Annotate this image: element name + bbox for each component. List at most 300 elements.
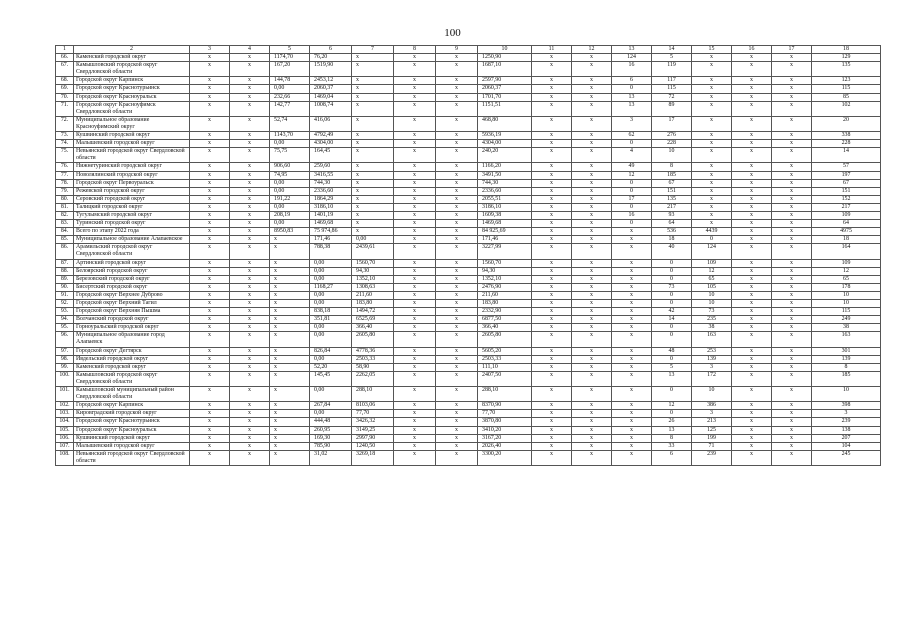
- table-cell: x: [732, 220, 772, 228]
- table-cell: x: [572, 140, 612, 148]
- table-cell: 3186,10: [310, 203, 352, 211]
- row-number-cell: 83.: [56, 220, 74, 228]
- table-cell: x: [732, 387, 772, 402]
- table-cell: x: [436, 434, 478, 442]
- row-number-cell: 90.: [56, 283, 74, 291]
- table-cell: x: [612, 355, 652, 363]
- municipality-name-cell: Камышловский городской округ Свердловской области: [74, 371, 190, 386]
- table-cell: x: [352, 220, 394, 228]
- municipality-name-cell: Новолялинский городской округ: [74, 171, 190, 179]
- table-cell: 1168,27: [310, 283, 352, 291]
- table-cell: 52,20: [310, 363, 352, 371]
- table-cell: 0,00: [310, 355, 352, 363]
- table-row: [56, 203, 881, 211]
- table-cell: 185: [652, 171, 692, 179]
- table-cell: 1609,38: [478, 211, 532, 219]
- table-cell: x: [394, 244, 436, 259]
- table-row: [56, 77, 881, 85]
- table-cell: x: [532, 363, 572, 371]
- municipality-name-cell: Артинский городской округ: [74, 259, 190, 267]
- table-cell: 213: [692, 418, 732, 426]
- table-cell: x: [572, 426, 612, 434]
- table-cell: x: [732, 402, 772, 410]
- table-cell: x: [612, 332, 652, 347]
- table-cell: x: [230, 62, 270, 77]
- table-cell: x: [572, 387, 612, 402]
- table-row: [56, 62, 881, 77]
- table-cell: x: [732, 195, 772, 203]
- table-cell: 3416,55: [310, 171, 352, 179]
- table-cell: 2055,51: [478, 195, 532, 203]
- municipality-name-cell: Муниципальное образование Алапаевское: [74, 236, 190, 244]
- table-cell: x: [270, 275, 310, 283]
- table-cell: 744,30: [310, 179, 352, 187]
- table-row: [56, 434, 881, 442]
- table-cell: 4: [612, 148, 652, 163]
- table-cell: 138: [812, 426, 881, 434]
- table-cell: x: [612, 434, 652, 442]
- table-cell: x: [772, 347, 812, 355]
- table-cell: x: [436, 442, 478, 450]
- table-cell: x: [436, 244, 478, 259]
- table-cell: x: [572, 275, 612, 283]
- table-cell: x: [436, 387, 478, 402]
- table-cell: x: [436, 116, 478, 131]
- table-cell: x: [772, 450, 812, 465]
- table-cell: x: [532, 101, 572, 116]
- table-cell: 57: [812, 163, 881, 171]
- table-cell: x: [772, 101, 812, 116]
- table-cell: x: [436, 410, 478, 418]
- table-cell: 3: [692, 410, 732, 418]
- table-cell: x: [394, 116, 436, 131]
- table-cell: 139: [692, 355, 732, 363]
- table-cell: x: [270, 434, 310, 442]
- table-cell: 124: [692, 244, 732, 259]
- table-cell: 0,00: [352, 236, 394, 244]
- table-row: [56, 101, 881, 116]
- municipality-name-cell: Камышловский муниципальный район Свердловской области: [74, 387, 190, 402]
- table-cell: x: [190, 163, 230, 171]
- table-cell: 267,84: [310, 402, 352, 410]
- table-cell: x: [352, 179, 394, 187]
- table-cell: 64: [812, 220, 881, 228]
- table-cell: 171,46: [478, 236, 532, 244]
- table-row: [56, 316, 881, 324]
- table-row: [56, 171, 881, 179]
- table-cell: x: [230, 283, 270, 291]
- table-cell: x: [732, 418, 772, 426]
- table-cell: 3410,20: [478, 426, 532, 434]
- table-cell: x: [532, 316, 572, 324]
- table-cell: 3269,18: [352, 450, 394, 465]
- table-cell: 10: [692, 291, 732, 299]
- table-cell: x: [230, 291, 270, 299]
- table-cell: x: [190, 140, 230, 148]
- row-number-cell: 96.: [56, 332, 74, 347]
- table-cell: x: [732, 316, 772, 324]
- table-cell: 2060,37: [310, 85, 352, 93]
- table-cell: 0: [652, 267, 692, 275]
- table-cell: 1864,29: [310, 195, 352, 203]
- row-number-cell: 68.: [56, 77, 74, 85]
- table-cell: 3186,10: [478, 203, 532, 211]
- table-cell: x: [572, 85, 612, 93]
- table-cell: 366,40: [478, 324, 532, 332]
- table-cell: x: [732, 132, 772, 140]
- table-cell: x: [436, 132, 478, 140]
- table-cell: 67: [652, 179, 692, 187]
- table-cell: x: [190, 316, 230, 324]
- table-cell: x: [436, 101, 478, 116]
- table-cell: x: [572, 148, 612, 163]
- table-cell: x: [230, 85, 270, 93]
- column-number-header: 12: [572, 46, 612, 54]
- table-cell: 1174,70: [270, 54, 310, 62]
- municipality-name-cell: Горноуральский городской округ: [74, 324, 190, 332]
- table-cell: 14: [812, 148, 881, 163]
- table-cell: 4439: [692, 228, 732, 236]
- table-cell: x: [732, 179, 772, 187]
- table-cell: x: [532, 179, 572, 187]
- table-cell: x: [270, 402, 310, 410]
- table-cell: x: [732, 85, 772, 93]
- table-cell: x: [532, 355, 572, 363]
- table-cell: x: [190, 259, 230, 267]
- table-cell: 0: [652, 332, 692, 347]
- table-cell: 18: [652, 236, 692, 244]
- table-cell: 240,20: [478, 148, 532, 163]
- table-cell: 2439,61: [352, 244, 394, 259]
- table-cell: 536: [652, 228, 692, 236]
- table-cell: 0: [652, 324, 692, 332]
- table-cell: x: [190, 308, 230, 316]
- table-cell: x: [230, 77, 270, 85]
- table-cell: x: [692, 93, 732, 101]
- table-cell: x: [394, 410, 436, 418]
- table-cell: x: [732, 332, 772, 347]
- table-cell: 826,84: [310, 347, 352, 355]
- table-cell: x: [270, 371, 310, 386]
- table-cell: x: [230, 163, 270, 171]
- table-cell: 14: [652, 316, 692, 324]
- table-cell: x: [436, 85, 478, 93]
- table-cell: x: [436, 77, 478, 85]
- table-cell: x: [732, 300, 772, 308]
- table-cell: 4975: [812, 228, 881, 236]
- table-cell: x: [230, 402, 270, 410]
- table-cell: x: [612, 316, 652, 324]
- table-cell: x: [270, 418, 310, 426]
- table-cell: x: [732, 163, 772, 171]
- table-cell: x: [732, 324, 772, 332]
- table-cell: x: [572, 93, 612, 101]
- table-cell: 75 974,86: [310, 228, 352, 236]
- row-number-cell: 73.: [56, 132, 74, 140]
- table-cell: 109: [692, 259, 732, 267]
- table-cell: x: [732, 236, 772, 244]
- table-cell: 12: [652, 402, 692, 410]
- municipality-name-cell: Городской округ Карпинск: [74, 402, 190, 410]
- table-cell: x: [572, 355, 612, 363]
- municipality-name-cell: Городской округ Дегтярск: [74, 347, 190, 355]
- municipality-name-cell: Каменский городской округ: [74, 363, 190, 371]
- table-cell: x: [394, 291, 436, 299]
- table-cell: x: [612, 236, 652, 244]
- table-cell: x: [230, 434, 270, 442]
- table-header-row: [56, 46, 881, 54]
- column-number-header: 1: [56, 46, 74, 54]
- table-cell: x: [190, 77, 230, 85]
- row-number-cell: 66.: [56, 54, 74, 62]
- table-cell: 260,95: [310, 426, 352, 434]
- municipality-name-cell: Талицкий городской округ: [74, 203, 190, 211]
- table-cell: x: [230, 203, 270, 211]
- table-cell: x: [270, 347, 310, 355]
- table-cell: x: [772, 426, 812, 434]
- table-row: [56, 442, 881, 450]
- table-cell: x: [772, 171, 812, 179]
- table-cell: 3: [812, 410, 881, 418]
- table-cell: x: [270, 332, 310, 347]
- data-table-container: [55, 45, 880, 466]
- table-cell: 217: [652, 203, 692, 211]
- table-cell: x: [230, 140, 270, 148]
- table-cell: x: [572, 116, 612, 131]
- table-cell: x: [230, 54, 270, 62]
- table-row: [56, 426, 881, 434]
- table-cell: x: [612, 363, 652, 371]
- table-cell: x: [532, 308, 572, 316]
- table-cell: x: [394, 275, 436, 283]
- table-cell: x: [436, 211, 478, 219]
- table-cell: x: [190, 62, 230, 77]
- table-cell: x: [732, 203, 772, 211]
- table-cell: x: [270, 300, 310, 308]
- table-cell: x: [230, 300, 270, 308]
- table-cell: x: [732, 355, 772, 363]
- table-cell: x: [436, 402, 478, 410]
- table-row: [56, 283, 881, 291]
- column-number-header: 5: [270, 46, 310, 54]
- table-cell: 6: [652, 450, 692, 465]
- table-cell: 228: [812, 140, 881, 148]
- table-cell: x: [352, 203, 394, 211]
- table-cell: x: [436, 236, 478, 244]
- table-cell: x: [612, 387, 652, 402]
- table-cell: 2605,80: [478, 332, 532, 347]
- table-row: [56, 220, 881, 228]
- table-cell: x: [532, 62, 572, 77]
- table-cell: x: [230, 347, 270, 355]
- table-cell: 3: [612, 116, 652, 131]
- table-cell: 2262,05: [352, 371, 394, 386]
- table-cell: x: [572, 324, 612, 332]
- table-cell: x: [572, 363, 612, 371]
- table-cell: x: [612, 275, 652, 283]
- table-cell: 16: [612, 211, 652, 219]
- row-number-cell: 84.: [56, 228, 74, 236]
- table-cell: 74,95: [270, 171, 310, 179]
- table-cell: 13: [652, 426, 692, 434]
- table-cell: x: [190, 85, 230, 93]
- table-cell: 0,00: [270, 203, 310, 211]
- table-cell: 40: [652, 244, 692, 259]
- municipality-name-cell: Ивдельский городской округ: [74, 355, 190, 363]
- table-cell: x: [572, 371, 612, 386]
- table-cell: 239: [692, 450, 732, 465]
- table-cell: x: [572, 332, 612, 347]
- table-cell: 17: [612, 195, 652, 203]
- table-cell: x: [772, 77, 812, 85]
- table-cell: 5936,19: [478, 132, 532, 140]
- row-number-cell: 92.: [56, 300, 74, 308]
- municipality-name-cell: Тугулымский городской округ: [74, 211, 190, 219]
- table-cell: x: [270, 308, 310, 316]
- table-cell: 0,00: [310, 332, 352, 347]
- table-cell: 0: [652, 291, 692, 299]
- table-cell: 167,20: [270, 62, 310, 77]
- table-cell: x: [190, 283, 230, 291]
- table-cell: x: [772, 283, 812, 291]
- table-cell: x: [772, 387, 812, 402]
- table-cell: x: [572, 300, 612, 308]
- table-row: [56, 355, 881, 363]
- table-cell: x: [572, 132, 612, 140]
- table-cell: 1687,10: [478, 62, 532, 77]
- table-cell: 338: [812, 132, 881, 140]
- table-cell: x: [732, 426, 772, 434]
- table-cell: x: [772, 244, 812, 259]
- table-cell: 2597,90: [478, 77, 532, 85]
- column-number-header: 17: [772, 46, 812, 54]
- table-cell: 288,10: [352, 387, 394, 402]
- table-cell: x: [190, 187, 230, 195]
- table-cell: x: [230, 220, 270, 228]
- table-cell: 10: [692, 387, 732, 402]
- table-cell: x: [532, 244, 572, 259]
- row-number-cell: 79.: [56, 187, 74, 195]
- table-cell: 2503,33: [478, 355, 532, 363]
- table-cell: x: [436, 291, 478, 299]
- table-cell: 0,00: [270, 140, 310, 148]
- table-cell: x: [692, 140, 732, 148]
- table-cell: 145,45: [310, 371, 352, 386]
- table-cell: 1008,74: [310, 101, 352, 116]
- table-cell: x: [230, 132, 270, 140]
- table-cell: x: [436, 363, 478, 371]
- table-cell: 10: [812, 291, 881, 299]
- table-cell: x: [436, 195, 478, 203]
- table-cell: x: [394, 195, 436, 203]
- row-number-cell: 81.: [56, 203, 74, 211]
- table-cell: x: [772, 363, 812, 371]
- table-cell: x: [230, 148, 270, 163]
- table-cell: 2060,37: [478, 85, 532, 93]
- table-cell: 12: [692, 267, 732, 275]
- table-cell: 164,45: [310, 148, 352, 163]
- table-cell: 0,00: [270, 187, 310, 195]
- row-number-cell: 86.: [56, 244, 74, 259]
- table-cell: x: [732, 410, 772, 418]
- table-cell: 0: [612, 85, 652, 93]
- table-cell: x: [532, 93, 572, 101]
- table-cell: x: [572, 434, 612, 442]
- table-cell: x: [612, 228, 652, 236]
- table-cell: x: [772, 148, 812, 163]
- table-cell: 163: [692, 332, 732, 347]
- table-cell: x: [692, 116, 732, 131]
- table-cell: x: [732, 442, 772, 450]
- table-cell: 0,00: [310, 410, 352, 418]
- table-cell: x: [436, 283, 478, 291]
- municipality-name-cell: Городской округ Верхнее Дуброво: [74, 291, 190, 299]
- table-cell: x: [190, 267, 230, 275]
- row-number-cell: 91.: [56, 291, 74, 299]
- table-cell: x: [352, 93, 394, 101]
- table-cell: x: [230, 426, 270, 434]
- table-cell: 65: [812, 275, 881, 283]
- table-cell: x: [436, 426, 478, 434]
- table-cell: 207: [812, 434, 881, 442]
- table-cell: x: [532, 116, 572, 131]
- table-cell: 172: [692, 371, 732, 386]
- row-number-cell: 106.: [56, 434, 74, 442]
- table-row: [56, 363, 881, 371]
- table-cell: x: [692, 195, 732, 203]
- table-cell: x: [190, 426, 230, 434]
- table-cell: 211,60: [478, 291, 532, 299]
- table-cell: x: [394, 434, 436, 442]
- table-cell: x: [230, 332, 270, 347]
- table-cell: x: [572, 308, 612, 316]
- table-cell: x: [532, 300, 572, 308]
- table-cell: x: [352, 228, 394, 236]
- table-cell: 2332,90: [478, 308, 532, 316]
- table-cell: x: [572, 203, 612, 211]
- column-number-header: 13: [612, 46, 652, 54]
- table-cell: x: [230, 450, 270, 465]
- table-cell: x: [772, 187, 812, 195]
- table-cell: 838,18: [310, 308, 352, 316]
- table-cell: x: [772, 62, 812, 77]
- table-cell: x: [572, 211, 612, 219]
- table-cell: 0: [652, 387, 692, 402]
- table-cell: 0,00: [310, 259, 352, 267]
- table-cell: x: [436, 418, 478, 426]
- table-cell: 6525,69: [352, 316, 394, 324]
- table-cell: 0,00: [310, 387, 352, 402]
- table-cell: 31,02: [310, 450, 352, 465]
- table-cell: x: [692, 203, 732, 211]
- table-cell: x: [190, 148, 230, 163]
- table-cell: x: [732, 275, 772, 283]
- row-number-cell: 88.: [56, 267, 74, 275]
- table-cell: 135: [812, 62, 881, 77]
- table-cell: x: [394, 442, 436, 450]
- row-number-cell: 107.: [56, 442, 74, 450]
- table-cell: x: [532, 332, 572, 347]
- table-cell: x: [532, 140, 572, 148]
- municipality-name-cell: Всего по этапу 2022 года: [74, 228, 190, 236]
- table-cell: x: [772, 116, 812, 131]
- municipality-name-cell: Городской округ Красноуральск: [74, 93, 190, 101]
- table-cell: 785,90: [310, 442, 352, 450]
- table-cell: 135: [652, 195, 692, 203]
- table-cell: x: [532, 275, 572, 283]
- table-cell: x: [572, 267, 612, 275]
- table-cell: x: [230, 228, 270, 236]
